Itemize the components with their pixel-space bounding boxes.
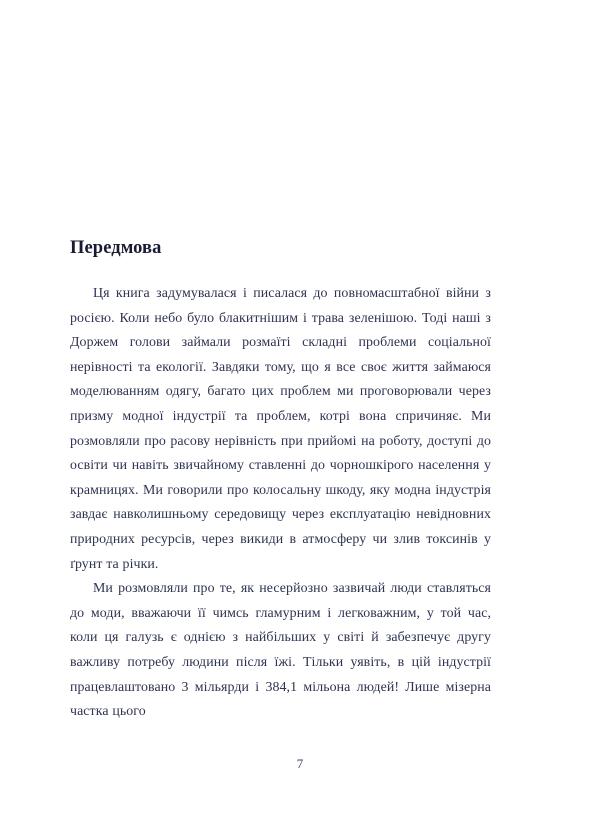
body-paragraph: Ця книга задумувалася і писалася до повномасштабної війни з росією. Коли небо було блакитнішим і трава зеленішою. Тоді наші з Доржем голови займали розмаїті складні проблеми соціальної нерівності та екології. Завдяки тому, що я все своє життя займаюся моделюванням одягу, багато цих проблем ми проговорювали через призму модної індустрії та проблем, котрі вона спричиняє. Ми розмовляли про расову нерівність при прийомі на роботу, доступі до освіти чи навіть звичайному ставленні до чорношкірого населення у крамницях. Ми говорили про колосальну шкоду, яку модна індустрія завдає навколишньому середовищу через експлуатацію невідновних природних ресурсів, через викиди в атмосферу чи злив токсинів у ґрунт та річки. <box>70 286 491 572</box>
page-title: Передмова <box>70 238 162 258</box>
page-number: 7 <box>296 756 304 771</box>
body-paragraph: Ми розмовляли про те, як несерйозно зазвичай люди ставляться до моди, вважаючи її чимсь гламурним і легковажним, у той час, коли ця галузь є однією з найбільших у світі й забезпечує другу важливу потребу людини після їжі. Тільки уявіть, в цій індустрії працевлаштовано 3 мільярди і 384,1 мільона людей! Лише мізерна частка цього <box>70 581 491 720</box>
page-text-block <box>70 236 491 725</box>
